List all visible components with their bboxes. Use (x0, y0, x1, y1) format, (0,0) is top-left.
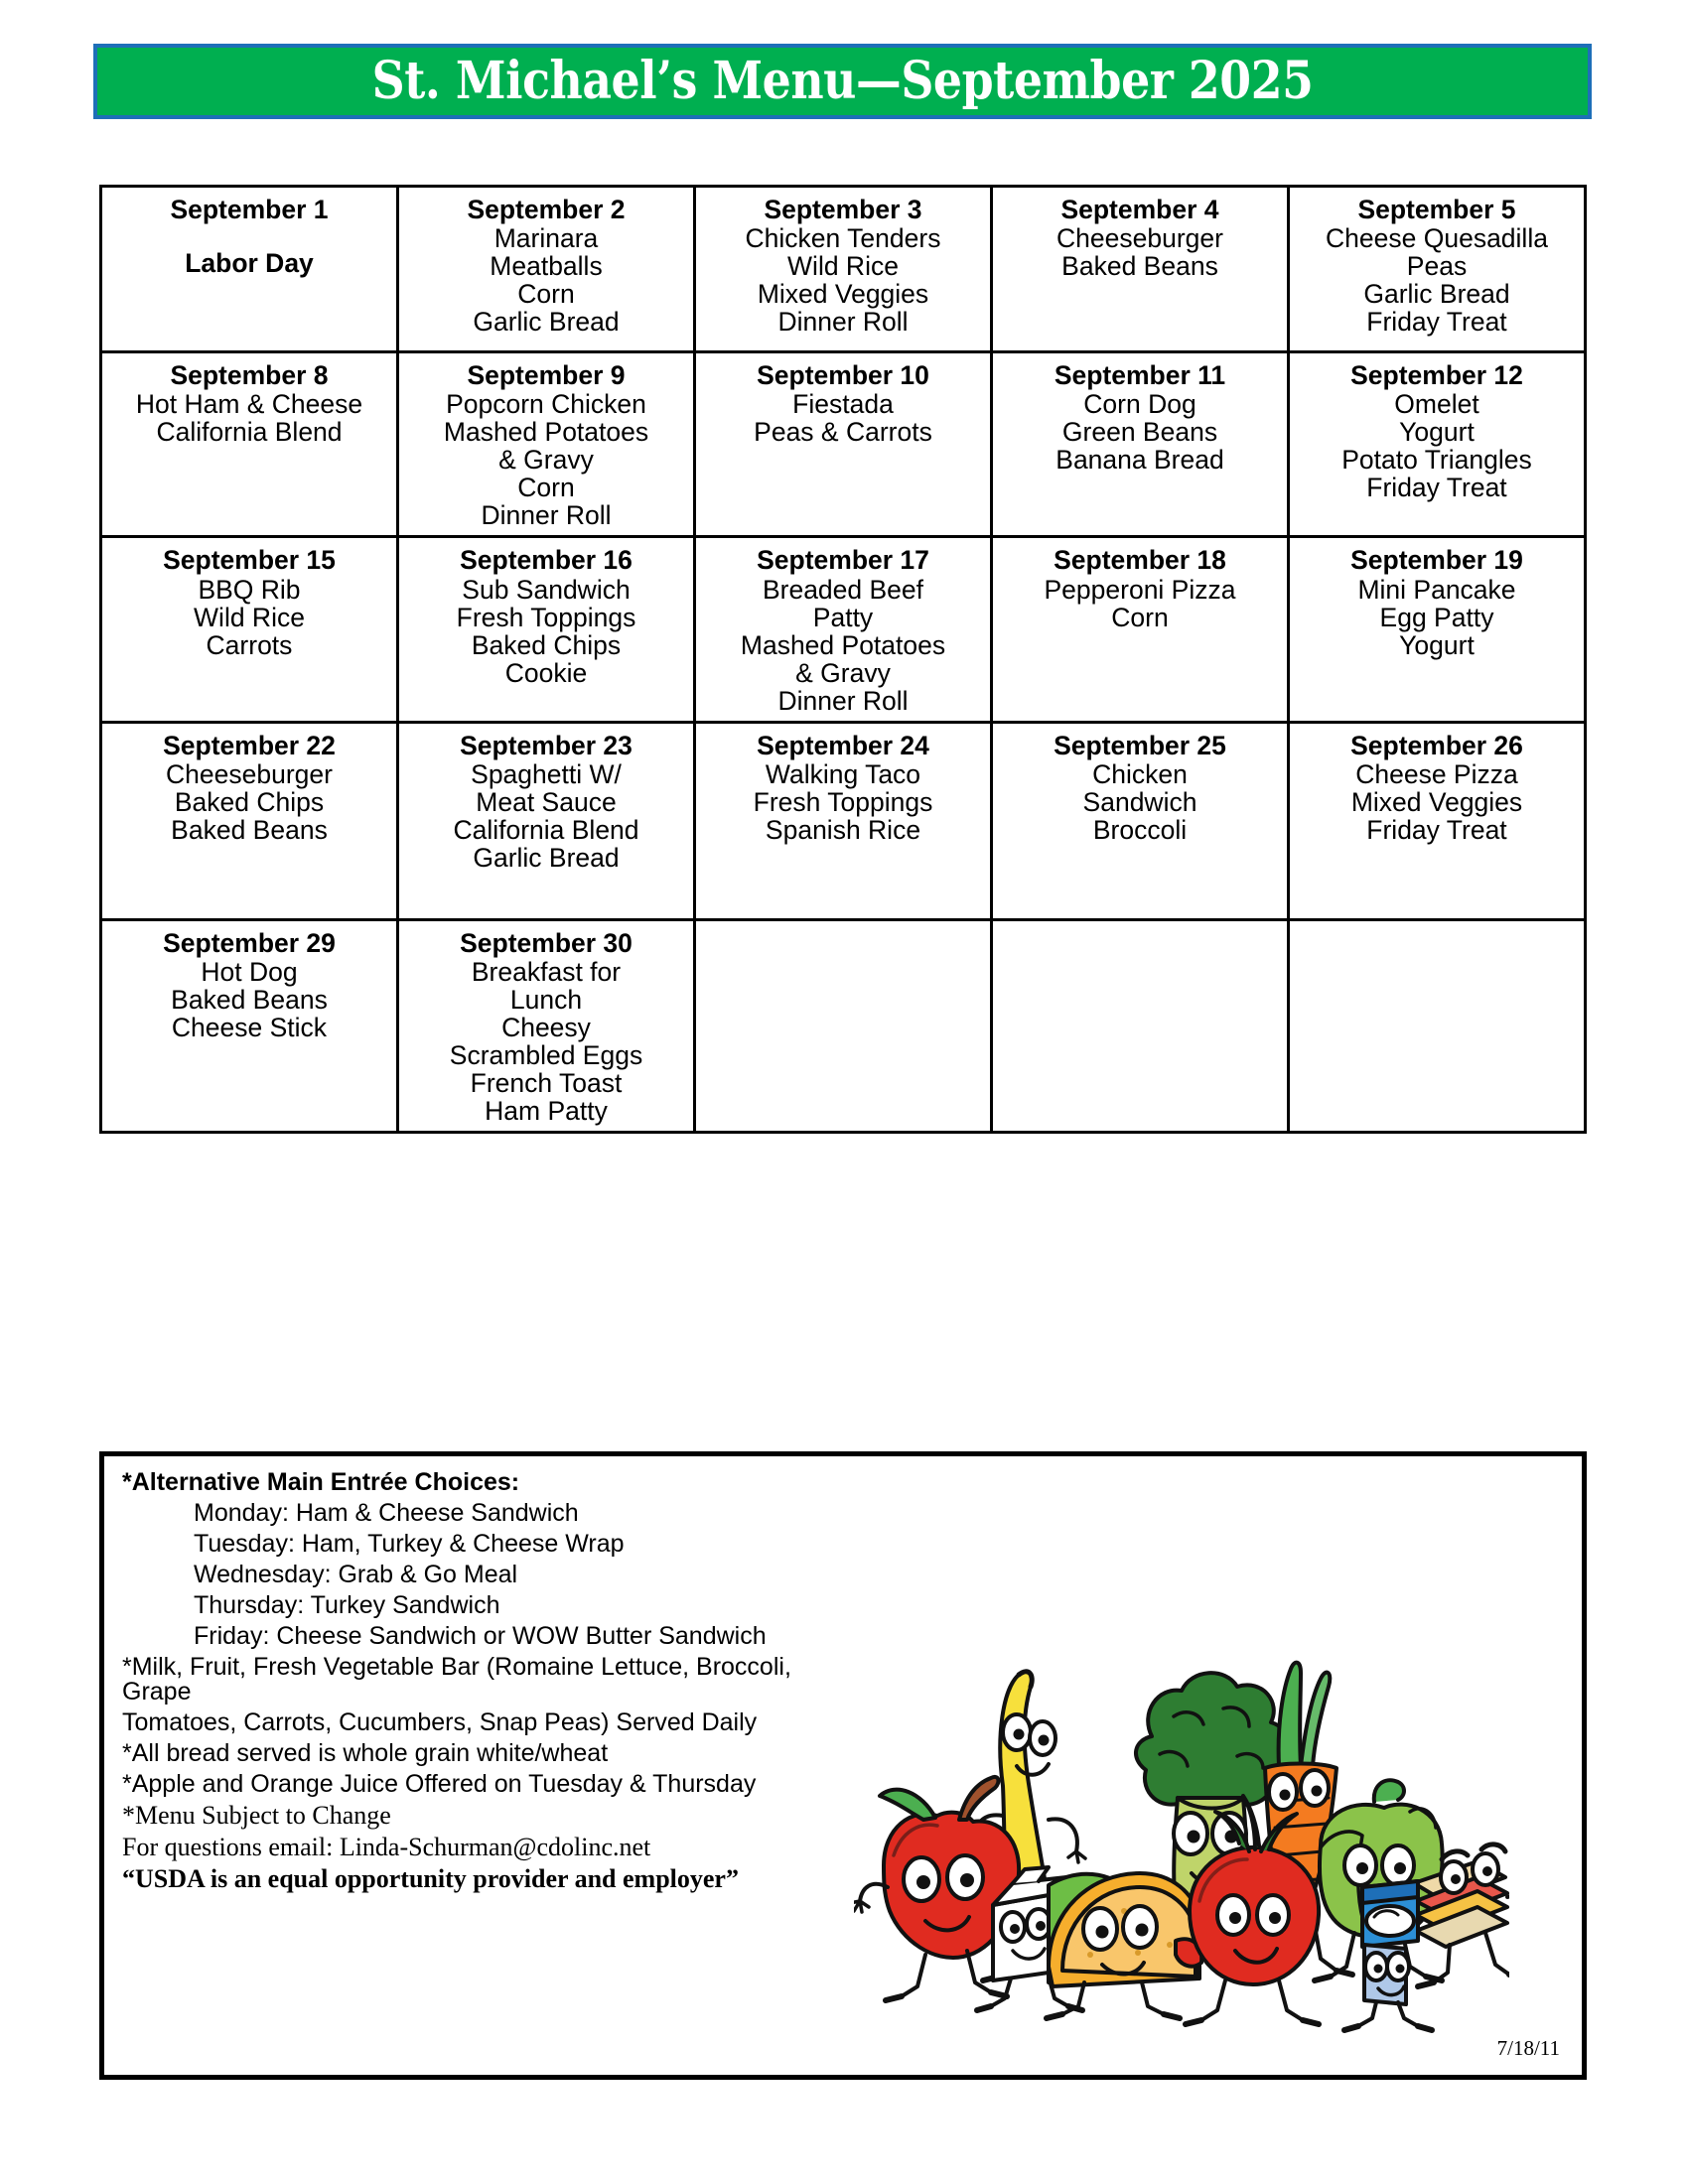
day-menu-item: Marinara (493, 223, 599, 254)
day-menu-item: Green Beans (1061, 417, 1218, 448)
note-contact-email: For questions email: Linda-Schurman@cdolinc.net (122, 1833, 651, 1861)
note-bread: *All bread served is whole grain white/wheat (122, 1739, 609, 1767)
page-title: St. Michael’s Menu—September 2025 (371, 51, 1314, 111)
day-menu-items (403, 390, 689, 529)
alternative-item: Wednesday: Grab & Go Meal (194, 1561, 518, 1588)
day-menu-item: Broccoli (1092, 815, 1188, 846)
day-menu-item: Sandwich (1082, 787, 1197, 818)
day-date: September 4 (1060, 195, 1219, 224)
day-menu-item: Spanish Rice (765, 815, 921, 846)
day-date: September 1 (170, 195, 329, 224)
calendar-day-cell (1289, 352, 1586, 537)
day-menu-item: Fresh Toppings (753, 787, 933, 818)
day-menu-item: Peas (1406, 251, 1468, 282)
day-date: September 10 (757, 360, 929, 390)
day-menu-item: Pepperoni Pizza (1044, 574, 1236, 605)
day-menu-item: BBQ Rib (198, 574, 301, 605)
day-menu-item: California Blend (156, 417, 343, 448)
day-menu-item: Peas & Carrots (754, 417, 932, 448)
day-menu-item: Corn (517, 279, 575, 310)
alternative-item: Friday: Cheese Sandwich or WOW Butter Sandwich (194, 1622, 767, 1650)
day-menu-items (1294, 224, 1580, 336)
note-vegetable-bar: *Milk, Fruit, Fresh Vegetable Bar (Romaine Lettuce, Broccoli, Grape (122, 1653, 791, 1706)
day-menu-item: Friday Treat (1366, 473, 1507, 503)
day-menu-items (106, 760, 392, 844)
day-menu-item: Cheese Pizza (1355, 759, 1518, 790)
calendar-day-cell (992, 722, 1289, 919)
day-menu-item: Friday Treat (1366, 815, 1507, 846)
calendar-day-cell (695, 187, 992, 352)
day-menu-item: Banana Bread (1055, 445, 1224, 476)
day-menu-item: Popcorn Chicken (446, 389, 646, 420)
day-date: September 3 (764, 195, 922, 224)
day-date: September 30 (460, 927, 633, 958)
notes-text-block (122, 1470, 916, 1898)
alternative-item: Tuesday: Ham, Turkey & Cheese Wrap (194, 1530, 625, 1558)
day-menu-item: Carrots (206, 629, 293, 660)
day-menu-items (997, 760, 1283, 844)
day-menu-item: Baked Beans (171, 985, 328, 1016)
day-menu-item: Omelet (1394, 389, 1479, 420)
calendar-day-cell (101, 722, 398, 919)
cartoon-food-characters-illustration (854, 1617, 1509, 2054)
day-menu-items (403, 760, 689, 872)
calendar-day-cell (101, 537, 398, 722)
day-menu-item: Scrambled Eggs (449, 1040, 643, 1071)
day-menu-item: Wild Rice (787, 251, 899, 282)
day-menu-item: Potato Triangles (1341, 445, 1532, 476)
day-menu-item: California Blend (453, 815, 639, 846)
day-menu-items (997, 224, 1283, 280)
note-usda-statement: “USDA is an equal opportunity provider and employer” (122, 1864, 739, 1893)
day-menu-items (106, 390, 392, 446)
day-date: September 19 (1350, 545, 1523, 576)
day-menu-item: Fiestada (792, 389, 894, 420)
day-menu-item: Hot Dog (201, 957, 298, 988)
day-date: September 29 (163, 927, 336, 958)
day-menu-items (1294, 576, 1580, 659)
menu-calendar (99, 185, 1587, 1134)
calendar-day-cell (992, 352, 1289, 537)
day-menu-item: Garlic Bread (473, 307, 620, 338)
day-date: September 8 (170, 360, 329, 390)
calendar-empty-cell (992, 919, 1289, 1133)
day-menu-item: Labor Day (185, 248, 314, 279)
day-menu-item: Mixed Veggies (757, 279, 929, 310)
day-menu-items (106, 958, 392, 1041)
calendar-week-row (101, 722, 1586, 919)
day-menu-item: Dinner Roll (777, 685, 909, 716)
day-menu-item: Cheese Stick (171, 1013, 328, 1043)
day-menu-items (403, 576, 689, 687)
calendar-day-cell (695, 722, 992, 919)
revision-stamp: 7/18/11 (1496, 2036, 1560, 2060)
day-menu-item: Dinner Roll (481, 500, 612, 531)
day-menu-item: Cookie (504, 657, 588, 688)
day-menu-item: Cheesy (501, 1013, 591, 1043)
day-menu-item: Chicken (1092, 759, 1188, 790)
calendar-week-row (101, 187, 1586, 352)
day-date: September 9 (467, 360, 626, 390)
day-menu-item: Lunch (509, 985, 583, 1016)
day-menu-item: Mashed Potatoes (740, 629, 946, 660)
day-menu-item: Breaded Beef (762, 574, 924, 605)
day-menu-item: Wild Rice (194, 602, 305, 632)
title-banner (93, 44, 1592, 119)
day-menu-item: Walking Taco (765, 759, 921, 790)
day-menu-item: Baked Chips (174, 787, 325, 818)
calendar-day-cell (1289, 537, 1586, 722)
day-date: September 24 (757, 730, 929, 760)
day-date: September 11 (1054, 360, 1226, 390)
day-menu-item: Meatballs (490, 251, 603, 282)
day-menu-item: French Toast (470, 1068, 623, 1099)
day-menu-item: Meat Sauce (476, 787, 617, 818)
day-menu-item: Sub Sandwich (462, 574, 631, 605)
day-date: September 16 (460, 545, 633, 576)
day-menu-item: Breakfast for (471, 957, 622, 988)
day-menu-item: Corn (517, 473, 575, 503)
day-menu-items (403, 958, 689, 1125)
day-menu-items (700, 576, 986, 715)
day-menu-item: Egg Patty (1379, 602, 1494, 632)
day-menu-item: Cheeseburger (1056, 223, 1223, 254)
day-menu-items (106, 576, 392, 659)
day-date: September 22 (163, 730, 336, 760)
day-menu-items (700, 390, 986, 446)
day-menu-items (403, 224, 689, 336)
day-menu-item: Yogurt (1399, 417, 1475, 448)
day-menu-item: Dinner Roll (777, 307, 909, 338)
calendar-week-row (101, 919, 1586, 1133)
day-date: September 2 (467, 195, 626, 224)
day-menu-items (1294, 390, 1580, 501)
day-menu-items (1294, 760, 1580, 844)
notes-box (99, 1451, 1587, 2080)
day-date: September 25 (1054, 730, 1226, 760)
alternatives-list (122, 1501, 916, 1649)
calendar-day-cell (398, 352, 695, 537)
calendar-day-cell (1289, 722, 1586, 919)
day-menu-items (700, 224, 986, 336)
calendar-body (101, 187, 1586, 1133)
day-menu-items (997, 390, 1283, 474)
notes-inner (104, 1456, 1582, 2075)
alternative-item: Thursday: Turkey Sandwich (194, 1591, 500, 1619)
day-menu-item: Cheeseburger (166, 759, 333, 790)
note-vegetable-bar-cont: Tomatoes, Carrots, Cucumbers, Snap Peas) Served Daily (122, 1708, 758, 1736)
calendar-day-cell (101, 187, 398, 352)
day-menu-item: & Gravy (795, 657, 891, 688)
day-date: September 15 (163, 545, 336, 576)
calendar-day-cell (101, 352, 398, 537)
day-menu-item: & Gravy (498, 445, 594, 476)
day-menu-item: Friday Treat (1366, 307, 1507, 338)
calendar-empty-cell (1289, 919, 1586, 1133)
day-date: September 17 (757, 545, 929, 576)
day-menu-item: Patty (812, 602, 874, 632)
day-menu-item: Yogurt (1399, 629, 1475, 660)
day-menu-item: Chicken Tenders (745, 223, 941, 254)
day-menu-item: Mini Pancake (1357, 574, 1516, 605)
day-menu-item: Corn Dog (1083, 389, 1196, 420)
day-menu-item: Fresh Toppings (456, 602, 636, 632)
calendar-day-cell (1289, 187, 1586, 352)
calendar-day-cell (695, 352, 992, 537)
alternative-item: Monday: Ham & Cheese Sandwich (194, 1499, 579, 1527)
day-menu-item: Hot Ham & Cheese (135, 389, 363, 420)
calendar-day-cell (398, 537, 695, 722)
day-date: September 23 (460, 730, 633, 760)
day-menu-items (106, 249, 392, 277)
day-date: September 18 (1054, 545, 1226, 576)
note-subject-to-change: *Menu Subject to Change (122, 1801, 391, 1830)
day-menu-item: Mixed Veggies (1350, 787, 1523, 818)
day-menu-item: Corn (1111, 602, 1169, 632)
day-date: September 26 (1350, 730, 1523, 760)
day-menu-item: Baked Chips (471, 629, 622, 660)
calendar-week-row (101, 352, 1586, 537)
day-menu-item: Garlic Bread (473, 843, 620, 874)
calendar-day-cell (992, 537, 1289, 722)
day-menu-item: Cheese Quesadilla (1326, 223, 1548, 254)
calendar-day-cell (398, 187, 695, 352)
day-menu-item: Ham Patty (485, 1096, 608, 1127)
day-menu-item: Baked Beans (171, 815, 328, 846)
day-menu-item: Garlic Bread (1363, 279, 1510, 310)
calendar-week-row (101, 537, 1586, 722)
day-menu-item: Baked Beans (1061, 251, 1218, 282)
alternatives-heading: *Alternative Main Entrée Choices: (122, 1468, 520, 1496)
note-juice: *Apple and Orange Juice Offered on Tuesday & Thursday (122, 1770, 757, 1798)
calendar-day-cell (101, 919, 398, 1133)
taco-character (1047, 1873, 1201, 2018)
day-menu-item: Spaghetti W/ (471, 759, 622, 790)
day-date: September 5 (1357, 195, 1516, 224)
calendar-day-cell (695, 537, 992, 722)
calendar-day-cell (398, 722, 695, 919)
day-menu-items (700, 760, 986, 844)
calendar-empty-cell (695, 919, 992, 1133)
day-menu-items (997, 576, 1283, 631)
calendar-day-cell (992, 187, 1289, 352)
calendar-day-cell (398, 919, 695, 1133)
day-menu-item: Mashed Potatoes (443, 417, 649, 448)
day-date: September 12 (1350, 360, 1523, 390)
